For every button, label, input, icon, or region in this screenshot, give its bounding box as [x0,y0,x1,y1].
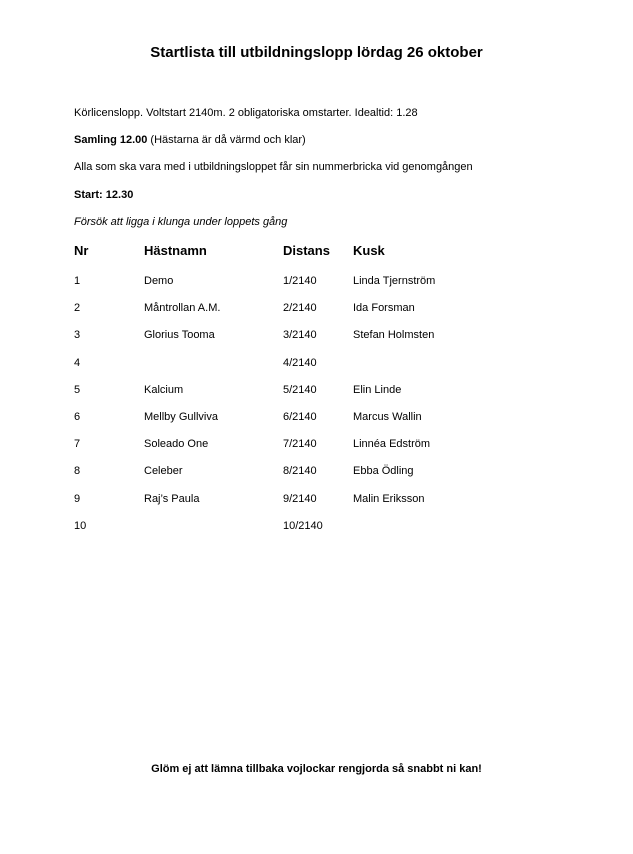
race-description: Körlicenslopp. Voltstart 2140m. 2 obligatoriska omstarter. Idealtid: 1.28 [74,107,418,119]
cell-nr: 7 [74,438,81,450]
race-instruction: Försök att ligga i klunga under loppets gång [74,216,288,228]
cell-driver: Linda Tjernström [353,275,436,287]
cell-distance: 6/2140 [283,411,317,423]
cell-nr: 9 [74,493,81,505]
header-horse: Hästnamn [144,243,207,258]
footer-note: Glöm ej att lämna tillbaka vojlockar rengjorda så snabbt ni kan! [151,763,482,775]
cell-nr: 1 [74,275,81,287]
gathering-note: (Hästarna är då värmd och klar) [147,134,306,146]
cell-distance: 1/2140 [283,275,317,287]
cell-nr: 10 [74,520,87,532]
gathering-line [74,133,306,147]
cell-nr: 8 [74,465,81,477]
cell-distance: 3/2140 [283,329,317,341]
cell-nr: 5 [74,384,81,396]
cell-driver: Linnéa Edström [353,438,431,450]
cell-horse: Måntrollan A.M. [144,302,221,314]
cell-nr: 4 [74,357,81,369]
cell-driver: Elin Linde [353,384,402,396]
cell-driver: Marcus Wallin [353,411,422,423]
cell-distance: 8/2140 [283,465,317,477]
header-driver: Kusk [353,243,385,258]
cell-driver: Malin Eriksson [353,493,425,505]
header-nr: Nr [74,243,89,258]
header-distance: Distans [283,243,330,258]
cell-horse: Glorius Tooma [144,329,215,341]
gathering-label: Samling 12.00 [74,134,148,146]
cell-horse: Raj’s Paula [144,493,200,505]
cell-distance: 7/2140 [283,438,317,450]
cell-driver: Ebba Ödling [353,465,414,477]
cell-nr: 2 [74,302,81,314]
cell-driver: Ida Forsman [353,302,415,314]
cell-distance: 2/2140 [283,302,317,314]
number-bib-note: Alla som ska vara med i utbildningsloppet får sin nummerbricka vid genomgången [74,161,473,173]
cell-horse: Kalcium [144,384,184,396]
cell-horse: Soleado One [144,438,209,450]
cell-distance: 9/2140 [283,493,317,505]
cell-nr: 6 [74,411,81,423]
start-time: Start: 12.30 [74,189,134,201]
cell-horse: Celeber [144,465,183,477]
cell-driver: Stefan Holmsten [353,329,435,341]
cell-horse: Mellby Gullviva [144,411,218,423]
cell-distance: 5/2140 [283,384,317,396]
cell-horse: Demo [144,275,174,287]
page-title: Startlista till utbildningslopp lördag 26 oktober [150,44,483,61]
cell-distance: 10/2140 [283,520,323,532]
cell-nr: 3 [74,329,81,341]
cell-distance: 4/2140 [283,357,317,369]
